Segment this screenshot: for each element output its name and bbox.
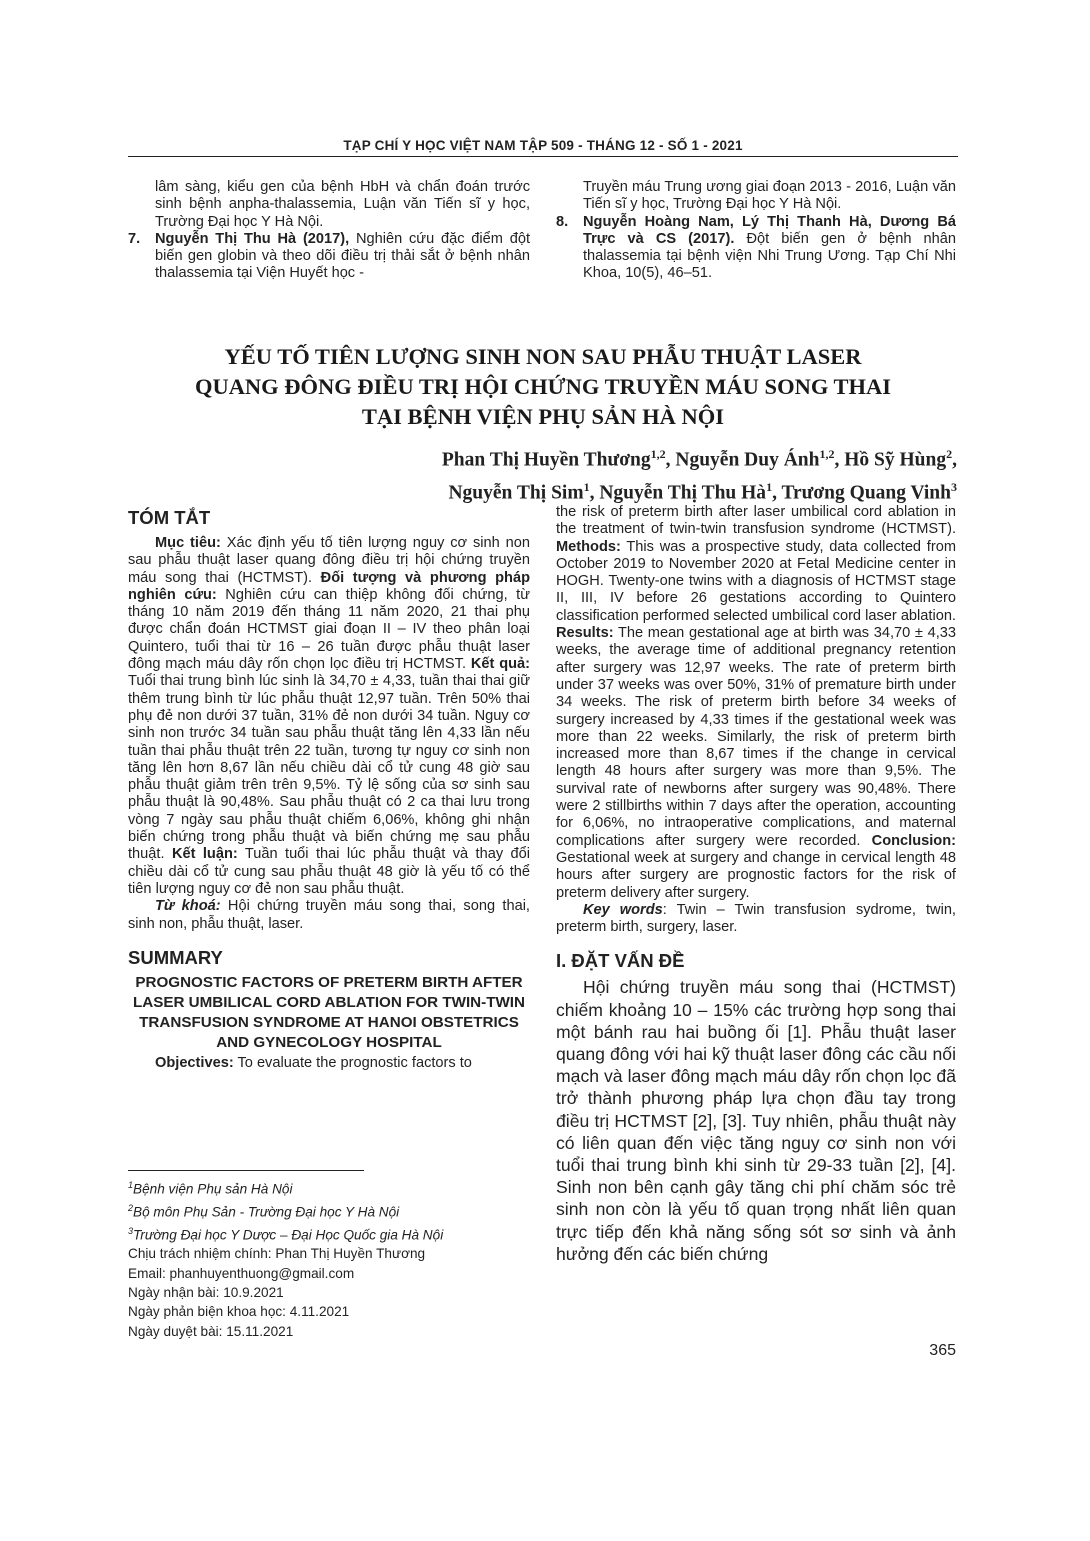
results-label: Results: xyxy=(556,625,614,642)
review-date: Ngày phản biện khoa học: 4.11.2021 xyxy=(128,1304,350,1320)
reference-body xyxy=(583,214,956,283)
methods-label: Methods: xyxy=(556,538,621,555)
keywords-text: Hội chứng truyền máu song thai, song thai, sinh non, phẫu thuật, laser. xyxy=(128,898,530,932)
conclusion-text: Tuần tuổi thai lúc phẫu thuật và thay đổi chiều dài cổ tử cung sau phẫu thuật 48 giờ là yếu tố có thể tiên lượng nguy cơ đẻ non sau phẫu thuật. xyxy=(128,846,531,897)
reference-authors: Nguyễn Hoàng Nam, Lý Thị Thanh Hà, Dương Bá Trực và CS (2017). xyxy=(583,213,956,247)
reference-6-continuation: lâm sàng, kiểu gen của bệnh HbH và chẩn đoán trước sinh bệnh anpha-thalassemia, Luận văn Tiến sĩ y học, Trường Đại học Y Hà Nội. xyxy=(155,179,530,230)
intro-text: Hội chứng truyền máu song thai (HCTMST) chiếm khoảng 10 – 15% các trường hợp song thai một bánh rau hai buồng ối [1]. Phẫu thuật laser quang đông với hai kỹ thuật laser đông các cầu nối mạch và laser đông mạch máu dây rốn chọn lọc đã trở thành phương pháp lựa chọn đầu tay trong điều trị HCTMST [2], [3]. Tuy nhiên, phẫu thuật này có liên quan đến việc tăng nguy cơ sinh non với tuổi thai trung bình khi sinh từ 29-33 tuần [2], [4]. Sinh non bên cạnh gây tăng chi phí chăm sóc trẻ sinh non còn là yếu tố quan trọng nhất liên quan trực tiếp đến khả năng sống sót sơ sinh và ảnh hưởng đến các biến chứng xyxy=(556,977,956,1264)
affiliation-number: 2 xyxy=(128,1202,134,1213)
author-list xyxy=(257,441,957,506)
results-text: The mean gestational age at birth was 34,70 ± 4,33 weeks, the average time of additional pregnancy retention after surgery was 12,97 weeks. The rate of preterm birth under 37 weeks was over 50%, 31% of premature birth under 34 weeks. The risk of preterm birth before 34 weeks of surgery increased by 4,33 times if the gestational week was more than 22 weeks. Similarly, the risk of preterm birth increased more than 8,67 times if the change in cervical length 48 hours after surgery was more than 9,5%. The survival rate of newborns after surgery was 90,48%. There were 2 stillbirths within 7 days after the operation, accounting for 6,06%, no intraoperative complications, and maternal complications after surgery were recorded. xyxy=(556,625,956,849)
author-affiliation: 1 xyxy=(766,479,773,494)
journal-header: TẠP CHÍ Y HỌC VIỆT NAM TẬP 509 - THÁNG 12 - SỐ 1 - 2021 xyxy=(343,138,743,153)
affiliation-number: 1 xyxy=(128,1180,134,1190)
author-name: Nguyễn Thị Thu Hà xyxy=(599,482,767,503)
reference-text: Đột biến gen ở bệnh nhân thalassemia tại bệnh viện Nhi Trung Ương. Tạp Chí Nhi Khoa, 10(5), 46–51. xyxy=(583,230,956,282)
objectives-text-cont: the risk of preterm birth after laser umbilical cord ablation in the treatment of twin-twin transfusion syndrome (HCTMST). xyxy=(556,504,956,538)
author-name: Hồ Sỹ Hùng xyxy=(844,449,947,471)
author-name: Nguyễn Duy Ánh xyxy=(675,449,820,471)
title-line: YẾU TỐ TIÊN LƯỢNG SINH NON SAU PHẪU THUẬT LASER xyxy=(224,344,862,369)
right-column xyxy=(556,504,956,1265)
author-separator: , xyxy=(834,449,845,471)
methods-text: This was a prospective study, data collected from October 2019 to November 2020 at Fetal Medicine center in HOGH. Twenty-one twins with a diagnosis of HCTMST stage II, III, IV before 26 gestations according to Quintero classification performed selected umbilical cord laser ablation. xyxy=(556,538,956,624)
author-line xyxy=(257,474,957,507)
summary-objectives-start xyxy=(128,1055,530,1072)
objectives-text: To evaluate the prognostic factors to xyxy=(233,1054,472,1071)
reference-7-continuation: Truyền máu Trung ương giai đoạn 2013 - 2016, Luận văn Tiến sĩ y học, Trường Đại học Y Hà Nội. xyxy=(583,179,956,213)
conclusion-text: Gestational week at surgery and change in cervical length 48 hours after surgery are prognostic factors for the risk of preterm delivery after surgery. xyxy=(556,849,956,901)
reference-text: Nghiên cứu đặc điểm đột biến gen globin và theo dõi điều trị thải sắt ở bệnh nhân thalassemia tại Viện Huyết học - xyxy=(155,230,530,282)
summary-title: PROGNOSTIC FACTORS OF PRETERM BIRTH AFTER LASER UMBILICAL CORD ABLATION FOR TWIN-TWIN TRANSFUSION SYNDROME AT HANOI OBSTETRICS AND GYNECOLOGY HOSPITAL xyxy=(132,973,525,1051)
author-affiliation: 1,2 xyxy=(650,447,666,461)
reference-number: 8. xyxy=(556,213,569,230)
keywords-vi xyxy=(128,898,530,933)
author-separator: , xyxy=(665,449,676,471)
keywords-label: Từ khoá: xyxy=(155,898,221,915)
affiliation-text: Bệnh viện Phụ sản Hà Nội xyxy=(133,1181,293,1197)
author-name: Trương Quang Vinh xyxy=(781,482,951,503)
received-date: Ngày nhận bài: 10.9.2021 xyxy=(128,1285,284,1301)
author-separator: , xyxy=(589,482,600,503)
author-affiliation: 2 xyxy=(946,447,953,461)
keywords-label: Key words xyxy=(583,901,663,918)
affiliation-3 xyxy=(128,1222,548,1245)
references-left xyxy=(128,179,530,283)
corresponding-author: Chịu trách nhiệm chính: Phan Thị Huyền Thương xyxy=(128,1246,426,1262)
reference-7 xyxy=(128,231,530,283)
conclusion-label: Conclusion: xyxy=(871,832,956,849)
summary-en-body xyxy=(556,504,956,902)
footnotes xyxy=(128,1176,548,1341)
intro-heading: I. ĐẶT VẤN ĐỀ xyxy=(556,950,685,972)
objective-label: Mục tiêu: xyxy=(155,535,221,551)
title-line: TẠI BỆNH VIỆN PHỤ SẢN HÀ NỘI xyxy=(361,404,725,429)
results-label: Kết quả: xyxy=(470,656,531,673)
methods-text: Nghiên cứu can thiệp không đối chứng, từ tháng 10 năm 2019 đến tháng 11 năm 2020, 21 thai phụ được chẩn đoán HCTMST giai đoạn II – IV theo phân loại Quintero, tuổi thai từ 16 – 26 tuần được phẫu thuật laser đông mạch máu dây rốn chọn lọc điều trị HCTMST. xyxy=(128,586,530,673)
left-column xyxy=(128,507,530,1072)
author-affiliation: 1,2 xyxy=(819,447,835,461)
affiliation-2 xyxy=(128,1199,548,1222)
abstract-heading: TÓM TẮT xyxy=(128,507,211,528)
keywords-en xyxy=(556,902,956,937)
objective-text: Xác định yếu tố tiên lượng nguy cơ sinh non sau phẫu thuật laser quang đông điều trị hội chứng truyền máu song thai (HCTMST). xyxy=(128,535,530,586)
author-separator: , xyxy=(772,482,782,503)
reference-8 xyxy=(556,214,956,283)
references-right xyxy=(556,179,956,283)
accepted-date: Ngày duyệt bài: 15.11.2021 xyxy=(128,1323,294,1339)
footnote-divider xyxy=(128,1170,364,1171)
conclusion-label: Kết luận: xyxy=(171,846,238,863)
header-divider xyxy=(128,156,958,157)
keywords-text: : Twin – Twin transfusion sydrome, twin, preterm birth, surgery, laser. xyxy=(556,901,956,936)
reference-body xyxy=(155,231,530,283)
reference-number: 7. xyxy=(128,230,141,247)
title-line: QUANG ĐÔNG ĐIỀU TRỊ HỘI CHỨNG TRUYỀN MÁU SONG THAI xyxy=(194,374,892,399)
author-name: Phan Thị Huyền Thương xyxy=(441,449,651,471)
abstract-vi-body xyxy=(128,535,530,898)
author-separator: , xyxy=(952,449,957,471)
affiliation-1 xyxy=(128,1176,548,1199)
article-title xyxy=(128,342,958,432)
reference-authors: Nguyễn Thị Thu Hà (2017), xyxy=(155,230,350,247)
summary-heading: SUMMARY xyxy=(128,946,223,968)
results-text: Tuổi thai trung bình lúc sinh là 34,70 ± 4,33, tuần thai thai giữ thêm trung bình từ lúc phẫu thuật 12,97 tuần. Trên 50% thai phụ đẻ non dưới 37 tuần, 31% đẻ non dưới 34 tuần. Nguy cơ sinh non trước 34 tuần sau phẫu thuật tăng lên 4,33 lần nếu tuần thai phẫu thuật trên 22 tuần, tương tự nguy cơ sinh non tăng lên hơn 8,67 lần nếu chiều dài cổ tử cung 48 giờ sau phẫu thuật giảm trên trên 9,5%. Tỷ lệ sống của sơ sinh sau phẫu thuật là 90,48%. Sau phẫu thuật có 2 ca thai lưu trong vòng 7 ngày sau phẫu thuật chiếm 6,06%, không ghi nhận biến chứng trong phẫu thuật và biến chứng mẹ sau phẫu thuật. xyxy=(128,673,530,863)
objectives-label: Objectives: xyxy=(155,1054,234,1071)
methods-label: Đối tượng và phương pháp nghiên cứu: xyxy=(128,569,530,603)
affiliation-text: Trường Đại học Y Dược – Đại Học Quốc gia Hà Nội xyxy=(133,1227,444,1243)
affiliation-number: 3 xyxy=(128,1225,134,1236)
author-name: Nguyễn Thị Sim xyxy=(448,482,584,503)
affiliation-text: Bộ môn Phụ Sản - Trường Đại học Y Hà Nội xyxy=(133,1204,400,1220)
author-affiliation: 1 xyxy=(583,479,590,494)
email: Email: phanhuyenthuong@gmail.com xyxy=(128,1265,355,1281)
page-number: 365 xyxy=(929,1342,956,1359)
author-line xyxy=(257,441,957,474)
author-affiliation: 3 xyxy=(951,479,957,494)
